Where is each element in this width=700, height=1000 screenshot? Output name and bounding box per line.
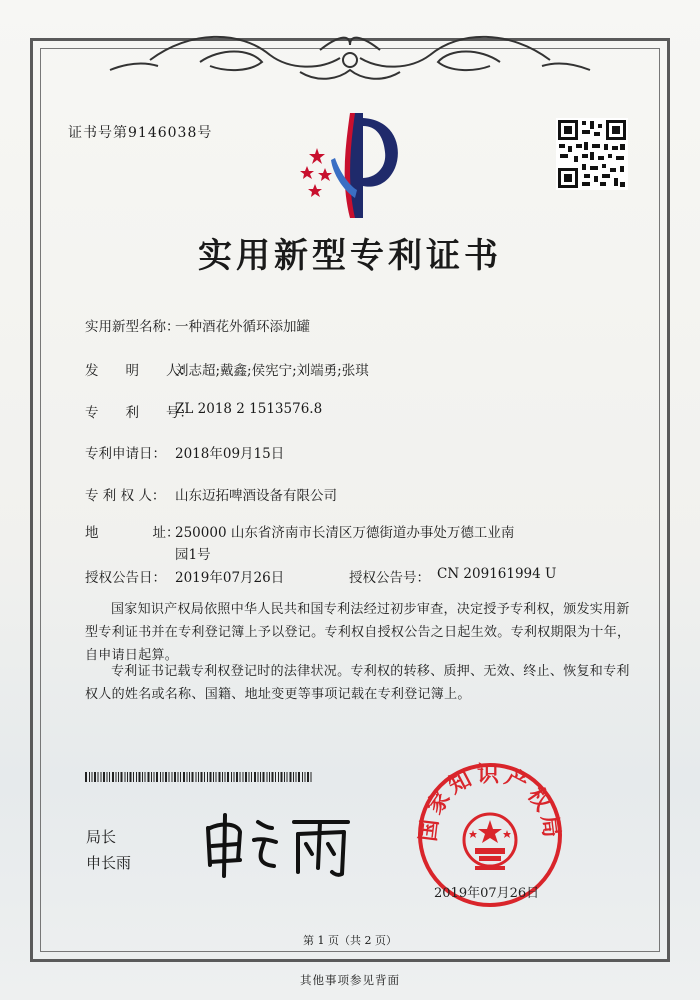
back-note: 其他事项参见背面 [300,973,400,987]
director-name: 申长雨 [86,854,132,872]
director-title: 局长 [86,828,117,846]
top-ornament-icon [0,0,700,110]
address-value-line1: 250000 山东省济南市长清区万德街道办事处万德工业南 [175,525,515,541]
address-label: 地 址： [85,525,180,541]
statement-paragraph-2: 专利证书记载专利权登记时的法律状况。专利权的转移、质押、无效、终止、恢复和专利权人的姓名或名称、国籍、地址变更等事项记载在专利登记簿上。 [85,664,630,702]
address-value-line2: 园1号 [175,547,211,563]
utility-model-name-label: 实用新型名称： [85,319,180,335]
patent-number-label: 专 利 号： [85,405,193,421]
inventor-label: 发 明 人： [85,363,193,379]
filing-date-value: 2018年09月15日 [175,446,285,462]
certificate-number: 证书号第9146038号 [68,125,213,141]
grant-date-label: 授权公告日： [85,570,166,586]
statement-paragraph-1: 国家知识产权局依照中华人民共和国专利法经过初步审查，决定授予专利权，颁发实用新型专利证书并在专利登记簿上予以登记。专利权自授权公告之日起生效。专利权期限为十年，自申请日起算。 [85,602,631,663]
patentee-label: 专 利 权 人： [85,488,166,504]
inventor-value: 刘志超;戴鑫;侯宪宁;刘端勇;张琪 [175,363,369,379]
barcode-icon [85,772,315,782]
grant-date-value: 2019年07月26日 [175,570,285,586]
grant-number-label: 授权公告号： [349,570,430,586]
grant-number-value: CN 209161994 U [437,566,557,582]
seal-date: 2019年07月26日 [434,886,540,901]
utility-model-name-value: 一种酒花外循环添加罐 [175,319,310,335]
patentee-value: 山东迈拓啤酒设备有限公司 [175,488,337,504]
qr-code-icon [556,118,628,190]
director-signature-icon [198,810,358,880]
filing-date-label: 专利申请日： [85,446,166,462]
patent-office-logo-icon [295,108,405,223]
patent-number-value: ZL 2018 2 1513576.8 [175,401,323,417]
page-count: 第 1 页（共 2 页） [303,934,397,947]
seal-text: 国家知识产权局 [415,762,565,843]
certificate-title: 实用新型专利证书 [198,236,502,276]
